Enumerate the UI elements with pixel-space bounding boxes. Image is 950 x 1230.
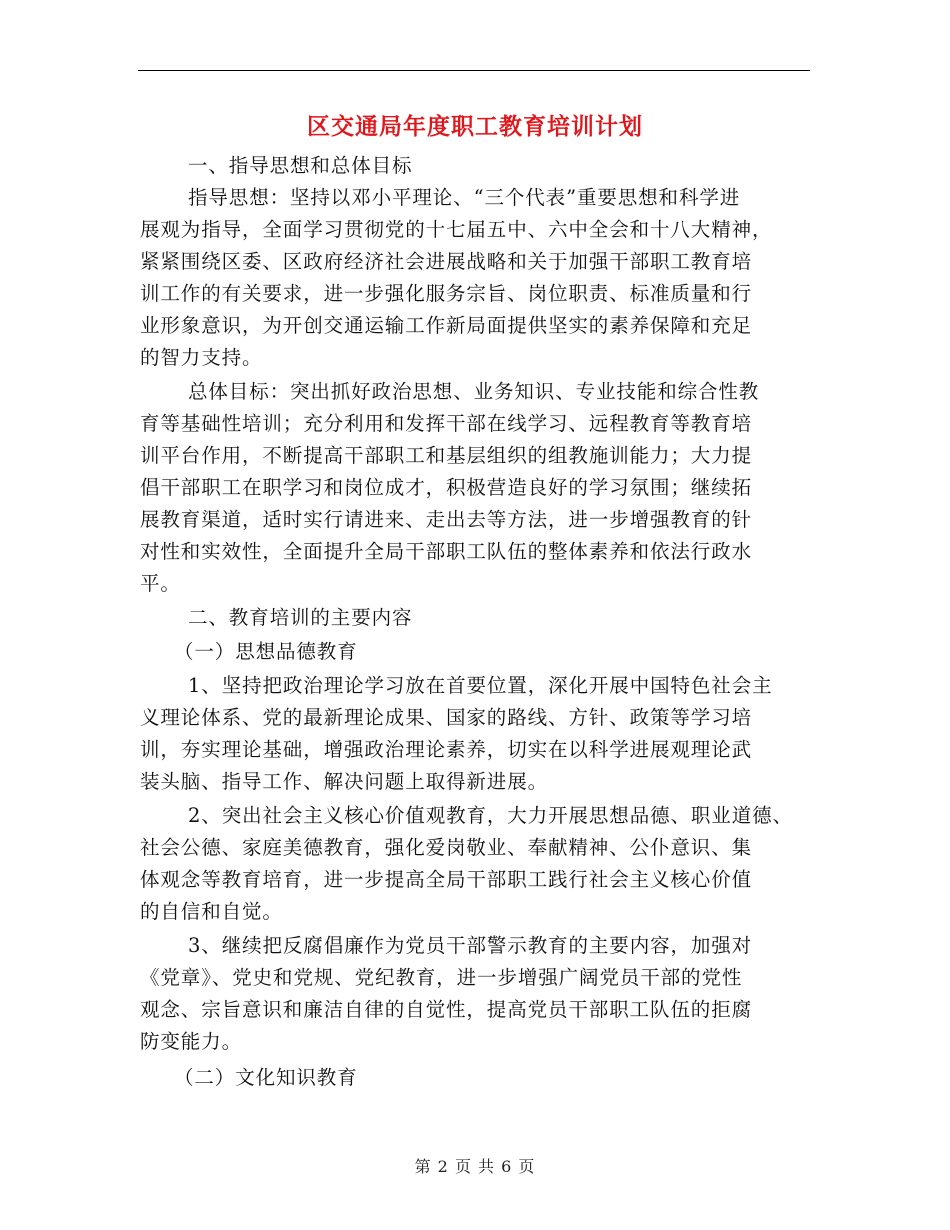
body-line: 平。 [140, 572, 181, 595]
body-line: 训平台作用，不断提高干部职工和基层组织的组教施训能力；大力提 [140, 444, 753, 467]
body-line: 2、突出社会主义核心价值观教育，大力开展思想品德、职业道德、 [188, 804, 793, 827]
body-line: 育等基础性培训；充分利用和发挥干部在线学习、远程教育等教育培 [140, 412, 753, 435]
page-number-footer: 第 2 页 共 6 页 [414, 1157, 536, 1176]
body-line: 训，夯实理论基础，增强政治理论素养，切实在以科学进展观理论武 [140, 738, 753, 761]
body-line: 义理论体系、党的最新理论成果、国家的路线、方针、政策等学习培 [140, 706, 753, 729]
body-line: 《党章》、党史和党规、党纪教育，进一步增强广阔党员干部的党性 [140, 966, 743, 989]
body-line: 3、继续把反腐倡廉作为党员干部警示教育的主要内容，加强对 [188, 934, 753, 957]
body-line: 倡干部职工在职学习和岗位成才，积极营造良好的学习氛围；继续拓 [140, 476, 753, 499]
section-heading-1: 一、指导思想和总体目标 [188, 154, 413, 177]
body-line: 展教育渠道，适时实行请进来、走出去等方法，进一步增强教育的针 [140, 508, 753, 531]
subsection-heading-1: （一）思想品德教育 [174, 640, 358, 663]
body-line: 对性和实效性，全面提升全局干部职工队伍的整体素养和依法行政水 [140, 540, 753, 563]
body-line: 总体目标：突出抓好政治思想、业务知识、专业技能和综合性教 [188, 380, 760, 403]
document-title: 区交通局年度职工教育培训计划 [307, 113, 643, 140]
body-line: 展观为指导，全面学习贯彻党的十七届五中、六中全会和十八大精神， [140, 218, 773, 241]
body-line: 1、坚持把政治理论学习放在首要位置，深化开展中国特色社会主 [188, 674, 773, 697]
body-line: 社会公德、家庭美德教育，强化爱岗敬业、奉献精神、公仆意识、集 [140, 836, 753, 859]
body-line: 紧紧围绕区委、区政府经济社会进展战略和关于加强干部职工教育培 [140, 250, 753, 273]
body-line: 的智力支持。 [140, 346, 263, 369]
body-line: 防变能力。 [140, 1030, 243, 1053]
body-line: 观念、宗旨意识和廉洁自律的自觉性，提高党员干部职工队伍的拒腐 [140, 998, 753, 1021]
section-heading-2: 二、教育培训的主要内容 [188, 606, 413, 629]
subsection-heading-2: （二）文化知识教育 [174, 1066, 358, 1089]
body-line: 训工作的有关要求，进一步强化服务宗旨、岗位职责、标准质量和行 [140, 282, 753, 305]
body-line: 装头脑、指导工作、解决问题上取得新进展。 [140, 770, 549, 793]
header-rule [138, 70, 810, 71]
body-line: 业形象意识，为开创交通运输工作新局面提供坚实的素养保障和充足 [140, 314, 753, 337]
body-line: 体观念等教育培育，进一步提高全局干部职工践行社会主义核心价值 [140, 868, 753, 891]
body-line: 的自信和自觉。 [140, 900, 283, 923]
body-line: 指导思想：坚持以邓小平理论、“三个代表”重要思想和科学进 [188, 186, 741, 209]
